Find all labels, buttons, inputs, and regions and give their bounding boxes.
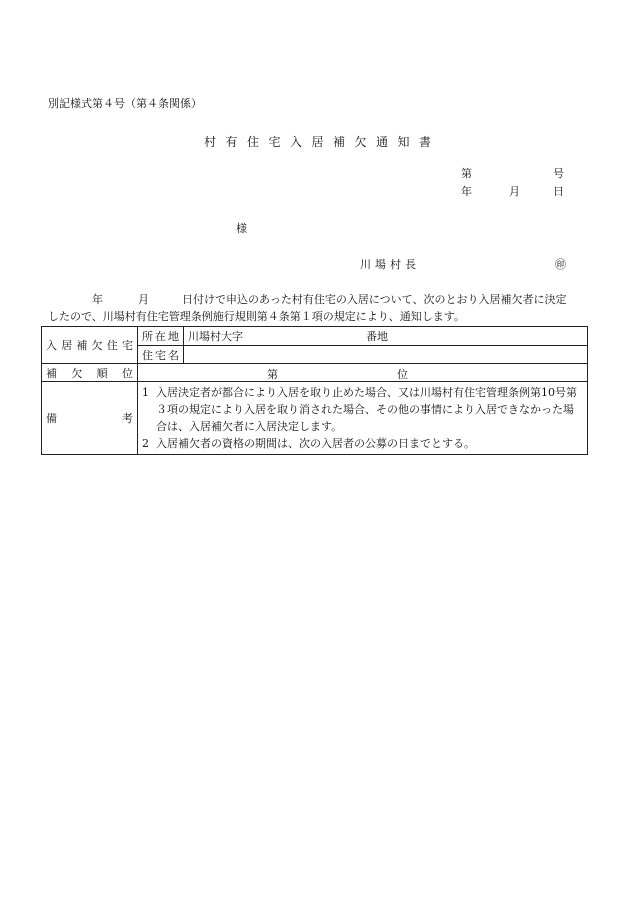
housing-label: 入 居 補 欠 住 宅 (46, 339, 133, 352)
remark-number: 2 (142, 437, 149, 450)
location-banchi: 番地 (366, 330, 388, 343)
remark-text: 入居決定者が都合により入居を取り止めた場合、又は川場村有住宅管理条例第10号第３項の規定により入居を取り消された場合、その他の事情により入居できなかった場合は、入居補欠者に入居決定します。 (156, 386, 577, 433)
addressee-suffix: 様 (236, 222, 247, 235)
location-label-cell (138, 327, 184, 346)
date-day: 日 (553, 185, 564, 198)
remarks-label: 備 考 (46, 412, 133, 425)
intro-line1: 日付けで申込のあった村有住宅の入居について、次のとおり入居補欠者に決定 (182, 293, 567, 306)
number-suffix: 号 (553, 167, 564, 180)
name-label: 住 宅 名 (142, 348, 179, 362)
seal-mark: ㊞ (555, 258, 566, 271)
remarks-label-cell (42, 382, 138, 455)
name-value-cell (184, 346, 588, 364)
remark-item (142, 435, 583, 452)
intro-month: 月 (138, 293, 149, 306)
document-title: 村有住宅入居補欠通知書 (204, 135, 441, 149)
location-label: 所 在 地 (142, 330, 179, 343)
date-month: 月 (509, 185, 520, 198)
rank-prefix: 第 (267, 367, 278, 381)
rank-label: 補 欠 順 位 (46, 366, 133, 380)
sender-name: 川場村長 (360, 258, 420, 271)
location-village: 川場村大字 (188, 330, 243, 343)
date-year: 年 (461, 185, 472, 198)
rank-value-cell (138, 364, 588, 382)
remarks-cell (138, 382, 588, 455)
remark-item (142, 384, 583, 435)
notice-table (41, 326, 588, 455)
rank-label-cell (42, 364, 138, 382)
name-label-cell (138, 346, 184, 364)
rank-suffix: 位 (397, 367, 408, 381)
remarks-row (42, 382, 588, 455)
remark-text: 入居補欠者の資格の期間は、次の入居者の公募の日までとする。 (156, 437, 475, 450)
form-label: 別記様式第４号（第４条関係） (48, 97, 202, 110)
rank-row (42, 364, 588, 382)
housing-label-cell (42, 327, 138, 364)
intro-line2: したので、川場村有住宅管理条例施行規則第４条第１項の規定により、通知します。 (48, 310, 465, 323)
remark-number: 1 (142, 386, 149, 399)
location-value-cell (184, 327, 588, 346)
intro-year: 年 (92, 293, 103, 306)
number-prefix: 第 (461, 167, 472, 180)
location-row (42, 327, 588, 346)
